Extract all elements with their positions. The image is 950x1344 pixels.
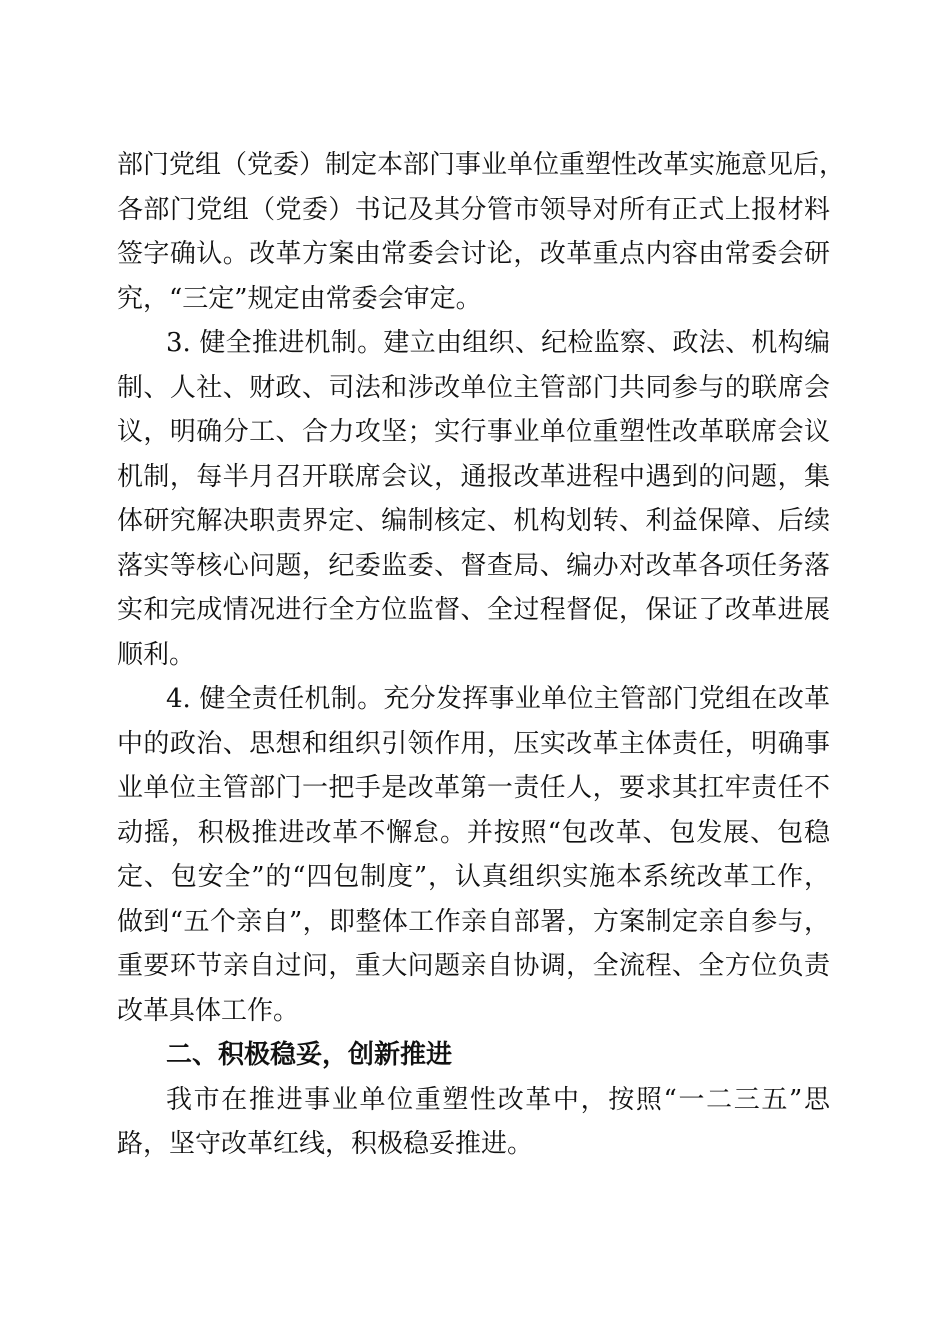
text-line: 制、人社、财政、司法和涉改单位主管部门共同参与的联席会 — [117, 372, 830, 403]
text-line: 4. 健全责任机制。充分发挥事业单位主管部门党组在改革 — [166, 684, 830, 714]
text-line: 二、积极稳妥，创新推进 — [166, 1040, 453, 1070]
text-line: 实和完成情况进行全方位监督、全过程督促，保证了改革进展 — [117, 595, 830, 625]
text-line: 我市在推进事业单位重塑性改革中，按照“一二三五”思 — [166, 1084, 830, 1115]
paragraph — [117, 321, 830, 677]
text-line: 动摇，积极推进改革不懈怠。并按照“包改革、包发展、包稳 — [117, 817, 830, 848]
document-page — [117, 143, 846, 1167]
text-line: 究，“三定”规定由常委会审定。 — [117, 283, 482, 314]
text-line: 3. 健全推进机制。建立由组织、纪检监察、政法、机构编 — [166, 328, 830, 358]
paragraph — [117, 677, 830, 1033]
paragraph — [117, 143, 846, 321]
section-heading — [117, 1033, 830, 1078]
text-line: 路，坚守改革红线，积极稳妥推进。 — [117, 1129, 534, 1159]
text-line: 顺利。 — [117, 639, 196, 670]
paragraph — [117, 1078, 830, 1167]
text-line: 议，明确分工、合力攻坚；实行事业单位重塑性改革联席会议 — [117, 417, 830, 447]
text-line: 体研究解决职责界定、编制核定、机构划转、利益保障、后续 — [117, 506, 830, 536]
text-line: 落实等核心问题，纪委监委、督查局、编办对改革各项任务落 — [117, 550, 830, 581]
text-line: 重要环节亲自过问，重大问题亲自协调，全流程、全方位负责 — [117, 951, 830, 981]
text-line: 定、包安全”的“四包制度”，认真组织实施本系统改革工作， — [117, 862, 830, 892]
text-line: 各部门党组（党委）书记及其分管市领导对所有正式上报材料 — [117, 194, 830, 225]
text-line: 做到“五个亲自”，即整体工作亲自部署，方案制定亲自参与， — [117, 906, 830, 937]
text-line: 部门党组（党委）制定本部门事业单位重塑性改革实施意见后， — [117, 150, 846, 180]
text-line: 中的政治、思想和组织引领作用，压实改革主体责任，明确事 — [117, 728, 830, 759]
text-line: 签字确认。改革方案由常委会讨论，改革重点内容由常委会研 — [117, 239, 830, 269]
text-line: 改革具体工作。 — [117, 995, 300, 1026]
text-line: 业单位主管部门一把手是改革第一责任人，要求其扛牢责任不 — [117, 773, 830, 803]
text-line: 机制，每半月召开联席会议，通报改革进程中遇到的问题，集 — [117, 461, 830, 492]
